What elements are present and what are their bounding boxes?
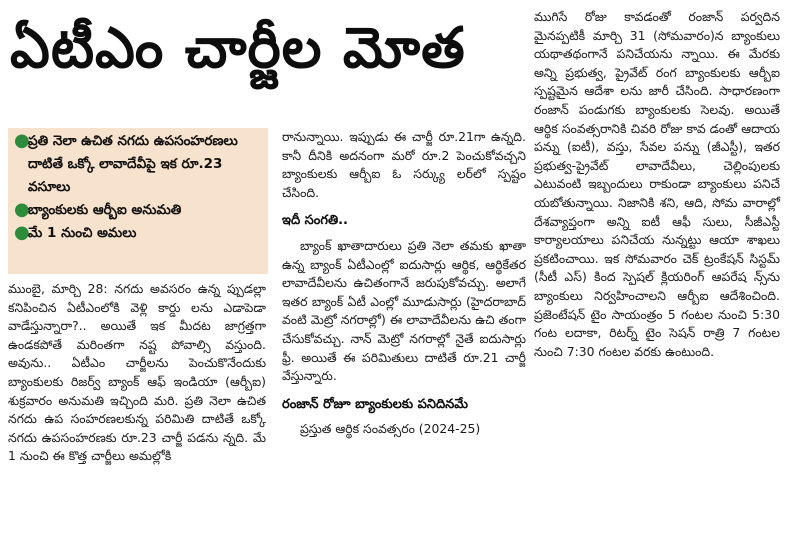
paragraph: ముగిసే రోజు కావడంతో రంజాన్ పర్వదిన మైనప్పటికీ మార్చి 31 (సోమవారం)న బ్యాంకులు యథాతథంగానే పనిచేయను న్నాయి. ఈ మేరకు అన్ని ప్రభుత్వ, ప్రైవేట్ రంగ బ్యాంకులకు ఆర్బీఐ స్పష్టమైన ఆదేశా లను జారీ చేసింది. సాధారణంగా రంజాన్ పండుగకు బ్యాంకులకు సెలవు. అయితే ఆర్థిక సంవత్సరానికి చివరి రోజు కావ డంతో ఆదాయ పన్ను (ఐటీ), వస్తు, సేవల పన్ను (జీఎస్టీ), ఇతర ప్రభుత్వ-ప్రైవేట్ లావాదేవీలు, చెల్లింపులకు ఎటువంటి ఇబ్బందులు రాకుండా బ్యాంకులు పనిచే యబోతున్నాయి. నిజానికి శని, ఆది, సోమ వారాల్లో దేశవ్యాప్తంగా అన్ని ఐటీ ఆఫీ సులు, సీజీఎస్టీ కార్యాలయాలు పనిచేయ నున్నట్టు ఆయా శాఖలు ప్రకటించాయి. ఇక సోమవారం చెక్ ట్రంకేషన్ సిస్టమ్ (సీటీ ఎస్) కింద స్పెషల్ క్లియరింగ్ ఆపరేష న్స్‌ను బ్యాంకులు నిర్వహించాలని ఆర్బీఐ ఆదేశించింది. ప్రజెంటేషన్ టైం సాయంత్రం 5 గంటల నుంచి 5:30 గంట లదాకా, రిటర్న్ టైం సెషన్ రాత్రి 7 గంటల నుంచి 7:30 గంటల వరకు ఉంటుంది. <box>534 9 780 359</box>
highlight-item <box>14 199 262 222</box>
highlight-text: ప్రతి నెలా ఉచిత నగదు ఉపసంహరణలు దాటితే ఒక్కో లావాదేవీపై ఇక రూ.23 వసూలు <box>28 133 238 195</box>
highlight-item <box>14 130 262 199</box>
highlight-text: బ్యాంకులకు ఆర్బీఐ అనుమతి <box>28 202 182 218</box>
highlight-text: మే 1 నుంచి అమలు <box>28 225 137 241</box>
paragraph: రానున్నాయి. ఇప్పుడు ఈ చార్జీ రూ.21గా ఉన్నది. కానీ దీనికి అదనంగా మరో రూ.2 పెంచుకోవచ్చని బ్యాంకులకు ఆర్బీఐ ఓ సర్క్యు లర్‌లో స్పష్టం చేసింది. <box>282 129 526 200</box>
highlight-item <box>14 222 262 245</box>
article-column-1 <box>8 280 266 466</box>
bullet-icon: ● <box>14 199 30 220</box>
bullet-icon: ● <box>14 130 30 151</box>
bullet-icon: ● <box>14 222 30 243</box>
paragraph: బ్యాంక్ ఖాతాదారులు ప్రతి నెలా తమకు ఖాతా ఉన్న బ్యాంక్ ఏటీఎంల్లో ఐదుసార్లు ఆర్థిక, ఆర్థికేతర లావాదేవీలను ఉచితంగానే జరుపుకోవచ్చు. అలాగే ఇతర బ్యాంక్ ఏటీ ఎంల్లో మూడుసార్లు (హైదరాబాద్ వంటి మెట్రో నగరాల్లో) ఈ లావాదేవీలను ఉచి తంగా చేసుకోవచ్చు. నాన్ మెట్రో నగరాల్లో నైతే ఐదుసార్లు ఫ్రీ. అయితే ఈ పరిమితులు దాటితే రూ.21 చార్జీ వేస్తున్నారు. <box>282 237 526 384</box>
headline: ఏటీఎం చార్జీల మోత <box>10 16 466 81</box>
article-column-3 <box>534 8 780 361</box>
article-column-2 <box>282 128 526 439</box>
paragraph: ప్రస్తుత ఆర్థిక సంవత్సరం (2024-25) <box>300 421 481 437</box>
paragraph: ముంబై, మార్చి 28: నగదు అవసరం ఉన్న ప్పుడల్లా కనిపించిన ఏటీఎంలోకి వెళ్లి కార్డు లను ఎడాపెడా వాడేస్తున్నారా?.. అయితే ఇక మీదట జాగ్రత్తగా ఉండకపోతే మరింతగా నష్ట పోవాల్సి వస్తుంది. అవును.. ఏటీఎం చార్జీలను పెంచుకొనేందుకు బ్యాంకులకు రిజర్వ్ బ్యాంక్ ఆఫ్ ఇండియా (ఆర్బీఐ) శుక్రవారం అనుమతి ఇచ్చింది మరి. ప్రతి నెలా ఉచిత నగదు ఉప సంహరణలకున్న పరిమితి దాటితే ఒక్కో నగదు ఉపసంహరణకు రూ.23 చార్జీ పడను న్నది. మే 1 నుంచి ఈ కొత్త చార్జీలు అమల్లోకి <box>8 281 266 464</box>
highlights-box <box>8 128 268 274</box>
subheading: ఇదీ సంగతి.. <box>282 213 348 229</box>
subheading: రంజాన్ రోజూ బ్యాంకులకు పనిదినమే <box>282 396 469 412</box>
